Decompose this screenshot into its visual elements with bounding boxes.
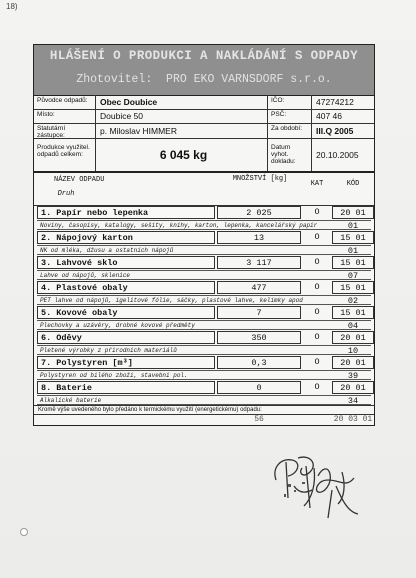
waste-kat: O: [314, 282, 320, 292]
producer-label: Původce odpadů:: [34, 95, 96, 109]
waste-kat: O: [314, 332, 320, 342]
waste-qty: 477: [217, 281, 301, 294]
waste-desc: Lahve od nápojů, sklenice: [37, 270, 371, 280]
waste-kod: 20 01 39: [332, 356, 374, 369]
table-row: [34, 380, 374, 405]
contractor-name: PRO EKO VARNSDORF s.r.o.: [166, 73, 332, 86]
table-row: [34, 205, 374, 230]
table-row: [34, 255, 374, 280]
table-header: [34, 171, 374, 206]
place-value: Doubice 50: [96, 109, 268, 123]
table-row: [34, 305, 374, 330]
waste-desc: Noviny, časopisy, katalogy, sešity, knihy, karton, lepenka, kancelářský papír: [37, 220, 371, 230]
col-druh-header: Druh: [57, 190, 75, 198]
waste-kat: O: [314, 307, 320, 317]
col-kod-header: KÓD: [346, 180, 360, 188]
waste-report-form: [33, 44, 375, 426]
corner-mark: 18): [6, 2, 18, 11]
date-value: 20.10.2005: [316, 149, 359, 160]
waste-kod: 15 01 07: [332, 256, 374, 269]
waste-kat: O: [314, 382, 320, 392]
place-label: Místo:: [34, 109, 96, 123]
waste-qty: 13: [217, 231, 301, 244]
waste-name: 2. Nápojový karton: [37, 231, 215, 244]
contractor-line: [34, 73, 374, 86]
report-title: HLÁŠENÍ O PRODUKCI A NAKLÁDÁNÍ S ODPADY: [49, 49, 359, 63]
form-header: [34, 45, 374, 96]
table-row: [34, 230, 374, 255]
side-print-note: [388, 40, 400, 400]
col-kat-header: KAT: [310, 180, 324, 188]
waste-name: 7. Polystyren [m³]: [37, 356, 215, 369]
waste-desc: Alkalické baterie: [37, 395, 371, 405]
info-row-total: [34, 138, 374, 173]
col-qty-header: MNOŽSTVÍ [kg]: [232, 175, 288, 183]
total-label: Produkce využitel. odpadů celkem:: [34, 138, 96, 171]
waste-kod: 20 01 34: [332, 381, 374, 394]
thermal-kod: 20 03 01: [333, 415, 373, 424]
period-value: III.Q 2005: [316, 125, 354, 136]
waste-kod: 15 01 04: [332, 306, 374, 319]
waste-kat: O: [314, 257, 320, 267]
waste-qty: 350: [217, 331, 301, 344]
thermal-qty: 56: [254, 415, 264, 424]
psc-value: 407 46: [316, 111, 342, 121]
rep-value: p. Miloslav HIMMER: [96, 123, 268, 138]
waste-desc: Plechovky a uzávěry, drobné kovové předměty: [37, 320, 371, 330]
waste-name: 4. Plastové obaly: [37, 281, 215, 294]
waste-desc: PET lahve od nápojů, igelitové fólie, sáčky, plastové lahve, kelímky apod: [37, 295, 371, 305]
info-row-place: [34, 109, 374, 124]
waste-qty: 2 025: [217, 206, 301, 219]
rep-label: Statutární zástupce:: [34, 123, 96, 138]
waste-name: 6. Oděvy: [37, 331, 215, 344]
waste-kat: O: [314, 207, 320, 217]
waste-qty: 0,3: [217, 356, 301, 369]
waste-qty: 3 117: [217, 256, 301, 269]
psc-label: PSČ:: [268, 109, 312, 123]
signature-stamp: [258, 428, 370, 546]
thermal-use-row: [34, 415, 374, 425]
period-label: Za období:: [268, 123, 312, 138]
waste-desc: NK od mléka, džusu a ostatních nápojů: [37, 245, 371, 255]
waste-name: 1. Papír nebo lepenka: [37, 206, 215, 219]
waste-qty: 7: [217, 306, 301, 319]
date-label: Datum vyhot. dokladu:: [268, 138, 312, 171]
waste-name: 5. Kovové obaly: [37, 306, 215, 319]
waste-desc: Pletené výrobky z přírodních materiálů: [37, 345, 371, 355]
waste-desc: Polystyren od bílého zboží, stavební pol.: [37, 370, 371, 380]
thermal-use-note: Kromě výše uvedeného bylo předáno k termickému využití (energetickému) odpadu:: [34, 405, 374, 415]
ico-value: 47274212: [316, 97, 354, 107]
waste-kat: O: [314, 232, 320, 242]
waste-kod: 15 01 01: [332, 231, 374, 244]
punch-hole: [20, 528, 28, 536]
waste-name: 8. Baterie: [37, 381, 215, 394]
waste-kod: 15 01 02: [332, 281, 374, 294]
ico-label: IČO:: [268, 95, 312, 109]
waste-name: 3. Lahvové sklo: [37, 256, 215, 269]
waste-kat: O: [314, 357, 320, 367]
waste-kod: 20 01 10: [332, 331, 374, 344]
col-name-header: NÁZEV ODPADU: [54, 176, 105, 184]
table-row: [34, 355, 374, 380]
contractor-label: Zhotovitel:: [76, 73, 153, 86]
table-row: [34, 280, 374, 305]
waste-qty: 0: [217, 381, 301, 394]
table-row: [34, 330, 374, 355]
info-row-representative: [34, 123, 374, 139]
total-value: 6 045 kg: [96, 138, 268, 171]
producer-value: Obec Doubice: [96, 95, 268, 109]
info-row-producer: [34, 95, 374, 110]
waste-kod: 20 01 01: [332, 206, 374, 219]
